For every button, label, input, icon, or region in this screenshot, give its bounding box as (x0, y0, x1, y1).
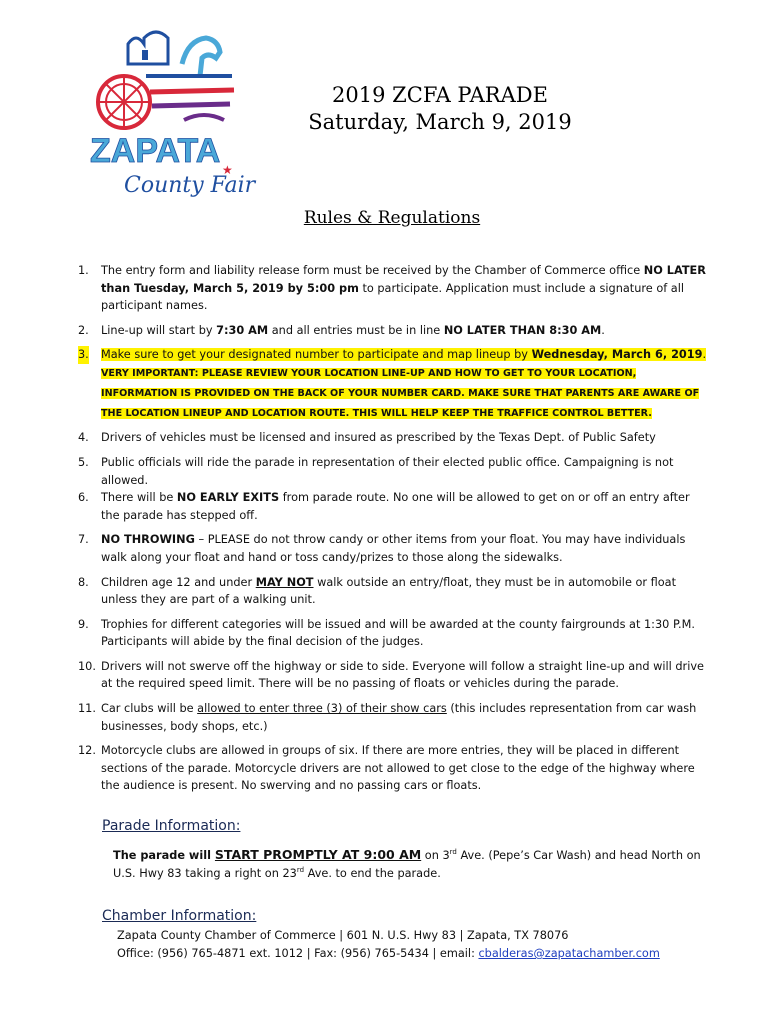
rule-item: 10. Drivers will not swerve off the highway or side to side. Everyone will follow a straight line-up and will drive at the required speed limit. There will be no passing of floats or vehicles during the parade. (78, 659, 704, 691)
parade-info-text: The parade will START PROMPTLY AT 9:00 AM on 3rd Ave. (Pepe’s Car Wash) and head North on U.S. Hwy 83 taking a right on 23rd Ave. to end the parade. (113, 847, 701, 880)
star-icon: ★ (222, 163, 233, 177)
rule-item: 4. Drivers of vehicles must be licensed and insured as prescribed by the Texas Dept. of Public Safety (78, 431, 656, 445)
logo-county-fair-text: County Fair (124, 173, 256, 198)
rules-heading: Rules & Regulations (303, 208, 481, 228)
rule-item: 6. There will be NO EARLY EXITS from parade route. No one will be allowed to get on or off an entry after the parade has stepped off. (78, 491, 690, 522)
logo-zapata-text: ZAPATA (90, 132, 221, 170)
document-title (250, 82, 630, 136)
rule-item: 2. Line-up will start by 7:30 AM and all entries must be in line NO LATER THAN 8:30 AM. (78, 323, 605, 337)
rules-list (58, 262, 710, 802)
rule-item: 1. The entry form and liability release form must be received by the Chamber of Commerce office NO LATER than Tuesday, March 5, 2019 by 5:00 pm to participate. Application must include a signature of all participant names. (78, 264, 706, 313)
rule-item: 8. Children age 12 and under MAY NOT walk outside an entry/float, they must be in automobile or float unless they are part of a walking unit. (78, 575, 677, 607)
email-link[interactable]: cbalderas@zapatachamber.com (478, 947, 660, 960)
title-line-1: 2019 ZCFA PARADE (332, 83, 548, 107)
title-line-2: Saturday, March 9, 2019 (308, 110, 572, 134)
ferris-wheel-icon (98, 76, 150, 128)
chamber-info-heading: Chamber Information: (102, 908, 257, 924)
important-note: VERY IMPORTANT: PLEASE REVIEW YOUR LOCATION LINE-UP AND HOW TO GET TO YOUR LOCATION, INFORMATION IS PROVIDED ON THE BACK OF YOUR NUMBER CARD. MAKE SURE THAT PARENTS ARE AWARE OF THE LOCATION LINEUP AND LOCATION ROUTE. THIS WILL HELP KEEP THE TRAFFICE CONTROL BETTER. (101, 367, 700, 419)
rule-item: 9. Trophies for different categories will be issued and will be awarded at the county fairgrounds at 1:30 P.M. Participants will abide by the final decision of the judges. (78, 617, 695, 649)
rule-item: 7. NO THROWING – PLEASE do not throw candy or other items from your float. You may have individuals walk along your float and hand or toss candy/prizes to those along the sidewalks. (78, 533, 686, 564)
rule-item: 11. Car clubs will be allowed to enter three (3) of their show cars (this includes representation from car wash businesses, body shops, etc.) (78, 702, 697, 733)
chamber-info-text (117, 927, 717, 963)
rule-item-highlighted: 3. Make sure to get your designated number to participate and map lineup by Wednesday, March 6, 2019. VERY IMPORTANT: PLEASE REVIEW YOUR LOCATION LINE-UP AND HOW TO GET TO YOUR LOCATION, INFORMATION IS PROVIDED ON THE BACK OF YOUR NUMBER CARD. MAKE SURE THAT PARENTS ARE AWARE OF THE LOCATION LINEUP AND LOCATION ROUTE. THIS WILL HELP KEEP THE TRAFFICE CONTROL BETTER. (78, 348, 707, 419)
chamber-contact: Office: (956) 765-4871 ext. 1012 | Fax: (956) 765-5434 | email: cbalderas@zapatachamber.com (117, 947, 660, 960)
rule-item: 12. Motorcycle clubs are allowed in groups of six. If there are more entries, they will be placed in different sections of the parade. Motorcycle drivers are not allowed to get close to the edge of the highway where the audience is present. No swerving and no passing cars or floats. (78, 744, 695, 793)
rule-item: 5. Public officials will ride the parade in representation of their elected public office. Campaigning is not allowed. (78, 455, 674, 487)
zapata-county-fair-logo (84, 24, 256, 202)
parade-info-heading: Parade Information: (102, 818, 241, 834)
chamber-address: Zapata County Chamber of Commerce | 601 N. U.S. Hwy 83 | Zapata, TX 78076 (117, 929, 569, 942)
